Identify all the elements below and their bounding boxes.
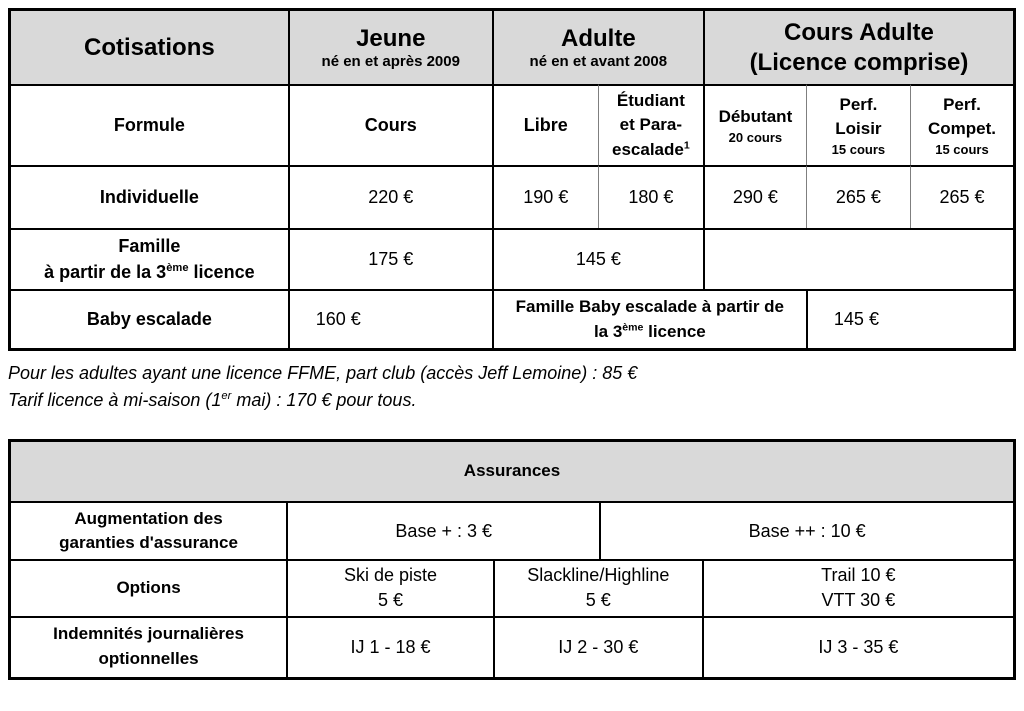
- cell-formule-libre: [492, 84, 598, 165]
- cell-cotisations-title: [11, 11, 288, 84]
- option-ski: Ski de piste 5 €: [343, 565, 438, 611]
- formule-perf-loisir: Perf. Loisir: [835, 94, 882, 139]
- adulte-subtitle: né en et avant 2008: [529, 53, 668, 71]
- formule-debutant: Débutant: [718, 107, 793, 127]
- baby-famille-merged-text: Famille Baby escalade à partir de la 3ème licence: [515, 296, 785, 341]
- jeune-title: Jeune: [356, 24, 426, 52]
- formule-perf-loisir-sub: 15 cours: [831, 142, 886, 158]
- cell-famille-adulte: 145 €: [492, 228, 703, 289]
- cell-baby-label: [11, 289, 288, 348]
- cell-ij1: IJ 1 - 18 €: [286, 616, 493, 677]
- cours-adulte-title-line1: Cours Adulte: [784, 19, 934, 47]
- cell-base-plus-plus: Base ++ : 10 €: [599, 501, 1013, 559]
- formule-etudiant: Étudiant et Para- escalade$^1$: [612, 90, 690, 159]
- cell-formule-etudiant: [598, 84, 703, 165]
- cell-individuelle-debutant: 290 €: [703, 165, 806, 228]
- formule-label: Formule: [113, 114, 185, 135]
- cell-header-cours-adulte: [703, 11, 1013, 84]
- famille-label: Famille à partir de la 3ème licence: [44, 235, 255, 282]
- cell-famille-cours-adulte-empty: [703, 228, 1013, 289]
- cell-options-label: [11, 559, 286, 615]
- cell-formule-perf-compet: [910, 84, 1013, 165]
- formule-cours: Cours: [364, 114, 417, 135]
- cell-individuelle-perf-loisir: 265 €: [806, 165, 910, 228]
- cell-individuelle-cours: 220 €: [288, 165, 492, 228]
- adulte-title: Adulte: [561, 24, 636, 52]
- formule-perf-compet-sub: 15 cours: [935, 142, 989, 158]
- assurances-title: Assurances: [463, 461, 561, 481]
- option-trail: Trail 10 € VTT 30 €: [821, 565, 896, 611]
- cell-baby-famille-merged: [492, 289, 806, 348]
- cell-option-ski: [286, 559, 493, 615]
- cell-individuelle-libre: 190 €: [492, 165, 598, 228]
- options-label: Options: [116, 578, 181, 598]
- cell-indemnites-label: [11, 616, 286, 677]
- cell-ij2: IJ 2 - 30 €: [493, 616, 702, 677]
- cell-ij3: IJ 3 - 35 €: [702, 616, 1013, 677]
- cell-option-trail: [702, 559, 1013, 615]
- cell-assurances-title: [11, 442, 1013, 501]
- jeune-subtitle: né en et après 2009: [321, 53, 460, 71]
- formule-perf-compet: Perf. Compet.: [927, 94, 996, 139]
- cell-baby-cours: 160 €: [288, 289, 492, 348]
- individuelle-label: Individuelle: [99, 186, 199, 207]
- cell-option-slackline: [493, 559, 702, 615]
- option-slackline: Slackline/Highline 5 €: [527, 565, 670, 611]
- cell-individuelle-perf-compet: 265 €: [910, 165, 1013, 228]
- cours-adulte-title-line2: (Licence comprise): [749, 48, 969, 76]
- formule-debutant-sub: 20 cours: [728, 129, 783, 145]
- cell-individuelle-label: [11, 165, 288, 228]
- indemnites-label: Indemnités journalières optionnelles: [53, 624, 244, 669]
- note-ffme: Pour les adultes ayant une licence FFME, part club (accès Jeff Lemoine) : 85 €: [8, 363, 638, 383]
- cell-formule-cours: [288, 84, 492, 165]
- cell-baby-value: 145 €: [806, 289, 1013, 348]
- cell-individuelle-etudiant: 180 €: [598, 165, 703, 228]
- cell-famille-label: [11, 228, 288, 289]
- footnote-ref: 1: [683, 139, 690, 152]
- cell-formule-debutant: [703, 84, 806, 165]
- baby-label: Baby escalade: [86, 308, 212, 329]
- cotisations-table: [8, 8, 1016, 351]
- cell-header-jeune: [288, 11, 492, 84]
- note-mi-saison: Tarif licence à mi-saison (1er mai) : 170 € pour tous.: [8, 389, 417, 410]
- assurances-table: [8, 439, 1016, 679]
- cell-augmentation-label: [11, 501, 286, 559]
- footnotes: [8, 360, 1016, 413]
- augmentation-label: Augmentation des garanties d'assurance: [59, 508, 238, 553]
- cell-famille-cours: 175 €: [288, 228, 492, 289]
- cell-formule-perf-loisir: [806, 84, 910, 165]
- cotisations-title: Cotisations: [84, 33, 215, 61]
- cell-formule-label: [11, 84, 288, 165]
- cell-header-adulte: [492, 11, 703, 84]
- formule-libre: Libre: [523, 114, 568, 135]
- cell-base-plus: Base + : 3 €: [286, 501, 599, 559]
